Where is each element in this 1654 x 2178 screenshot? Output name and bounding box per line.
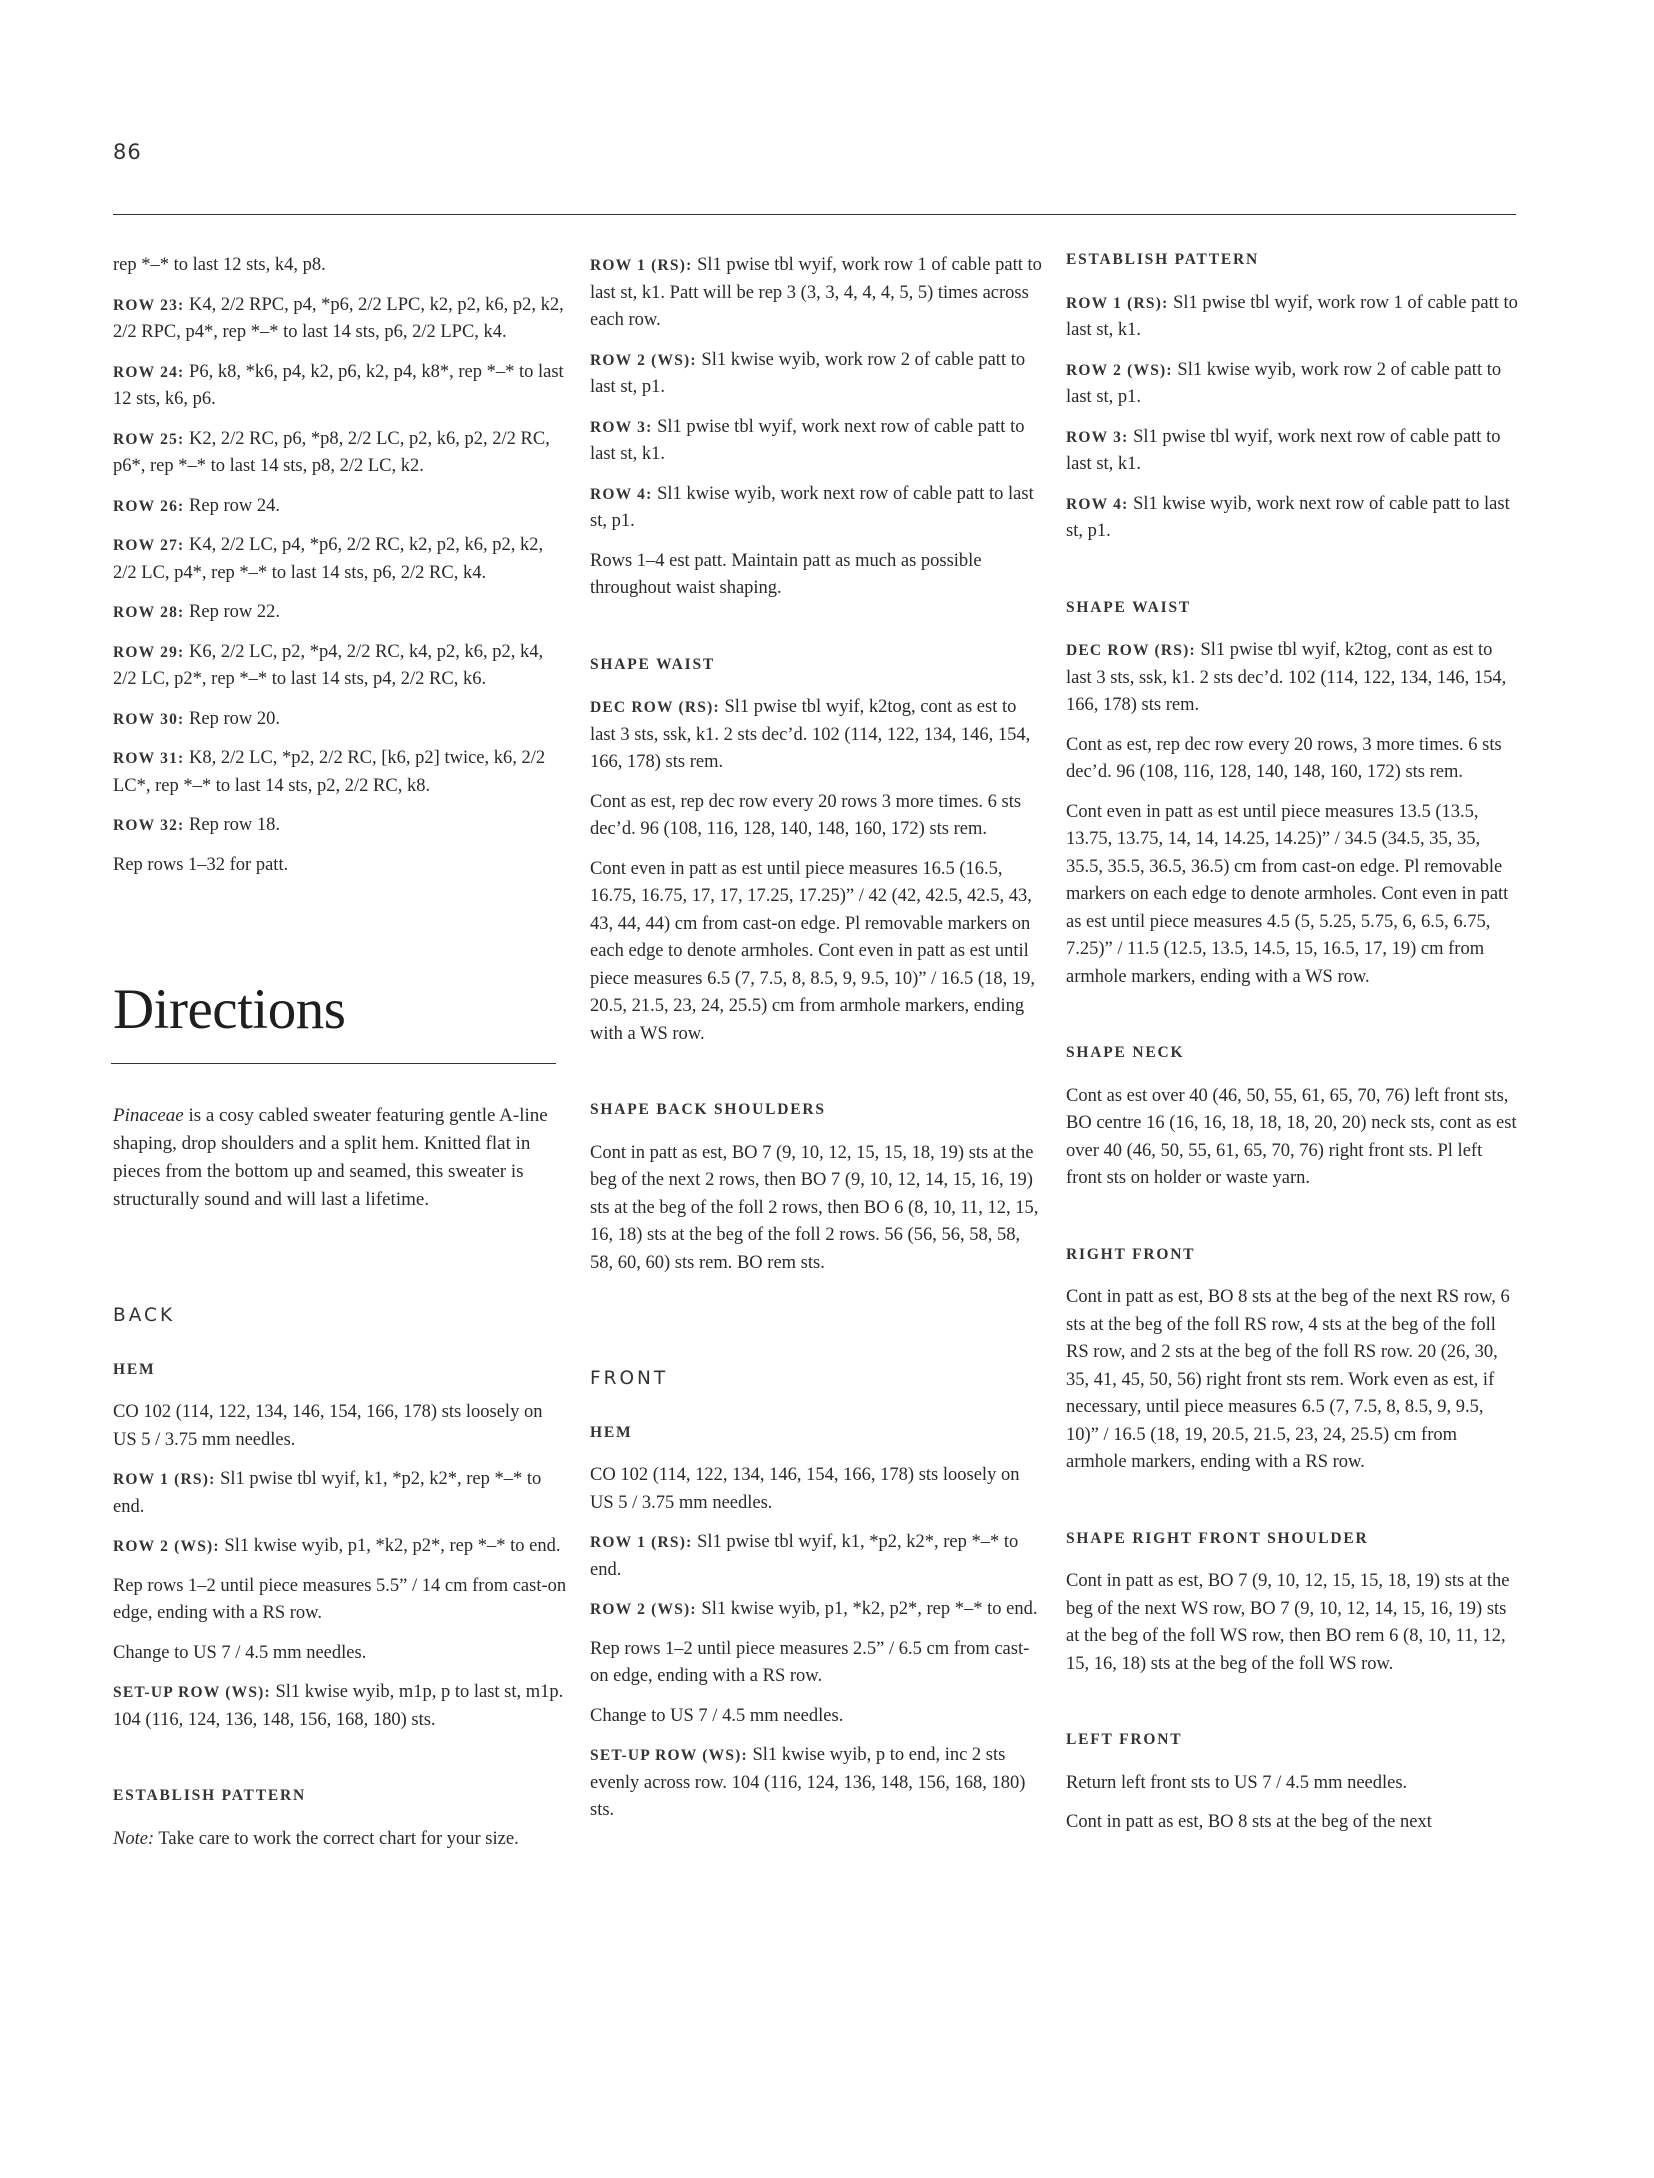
row-text: K2, 2/2 RC, p6, *p8, 2/2 LC, p2, k6, p2, 2/2 RC, p6*, rep *–* to last 14 sts, p8, 2/2 LC, k2. [113,428,550,476]
row-text: Sl1 pwise tbl wyif, work row 1 of cable patt to last st, k1. Patt will be rep 3 (3, 3, 4, 4, 4, 5, 5) times across each row. [590,255,1042,330]
paragraph: CO 102 (114, 122, 134, 146, 154, 166, 178) sts loosely on US 5 / 3.75 mm needles. [590,1465,1020,1513]
row-text: Rep row 18. [189,815,280,835]
note [113,1826,568,1854]
row-2 [1066,357,1518,412]
row-1 [113,1466,568,1521]
column-3 [1066,246,1518,1849]
row-text: Sl1 kwise wyib, work next row of cable patt to last st, p1. [590,483,1034,531]
top-rule [113,214,1516,215]
row-27 [113,532,568,587]
column-1 [113,252,568,1865]
shape-waist-heading: SHAPE WAIST [1066,598,1192,616]
row-label: SET-UP ROW (WS): [590,1747,748,1764]
row-label: ROW 2 (WS): [1066,361,1173,379]
row-24 [113,359,568,414]
paragraph: Cont in patt as est, BO 8 sts at the beg of the next [1066,1812,1432,1832]
row-label: ROW 31: [113,750,185,767]
row-23 [113,292,568,347]
row-2 [590,347,1045,402]
row-text: Sl1 pwise tbl wyif, work next row of cable patt to last st, k1. [590,416,1025,464]
row-4 [590,481,1045,536]
column-2 [590,252,1045,1837]
row-text: Sl1 pwise tbl wyif, work row 1 of cable patt to last st, k1. [1066,292,1518,340]
row-text: Sl1 kwise wyib, m1p, p to last st, m1p. 104 (116, 124, 136, 148, 156, 168, 180) sts. [113,1682,564,1730]
row-text: K8, 2/2 LC, *p2, 2/2 RC, [k6, p2] twice, k6, 2/2 LC*, rep *–* to last 14 sts, p2, 2/2 RC, k8. [113,748,546,796]
intro-paragraph [113,1102,568,1214]
row-label: SET-UP ROW (WS): [113,1684,271,1701]
row-label: ROW 3: [1066,428,1129,446]
hem-heading: HEM [113,1360,156,1378]
row-label: ROW 1 (RS): [590,1534,693,1551]
paragraph: Rep rows 1–2 until piece measures 2.5” / 6.5 cm from cast-on edge, ending with a RS row. [590,1638,1030,1686]
page-number: 86 [113,140,142,164]
row-label: ROW 4: [590,485,653,503]
row-text: Sl1 kwise wyib, p to end, inc 2 sts evenly across row. 104 (116, 124, 136, 148, 156, 168, 180) sts. [590,1745,1026,1820]
paragraph: Cont as est, rep dec row every 20 rows, 3 more times. 6 sts dec’d. 96 (108, 116, 128, 140, 148, 160, 172) sts rem. [1066,734,1502,782]
paragraph: Cont even in patt as est until piece measures 16.5 (16.5, 16.75, 16.75, 17, 17, 17.25, 17.25)” / 42 (42, 42.5, 42.5, 43, 43, 44, 44) cm from cast-on edge. Pl removable markers on each edge to denote armholes. Cont even in patt as est until piece measures 6.5 (7, 7.5, 8, 8.5, 9, 9.5, 10)” / 16.5 (18, 19, 20.5, 21.5, 23, 24, 25.5) cm from armhole markers, ending with a WS row. [590,858,1035,1044]
shape-waist-heading: SHAPE WAIST [590,655,716,673]
paragraph: Cont in patt as est, BO 7 (9, 10, 12, 15, 15, 18, 19) sts at the beg of the next WS row, BO 7 (9, 10, 12, 14, 15, 16, 19) sts at the beg of the foll WS row, then BO rem 6 (8, 10, 11, 12, 15, 16, 18) sts at the beg of the foll WS row. [1066,1571,1510,1674]
row-text: Sl1 pwise tbl wyif, k2tog, cont as est to last 3 sts, ssk, k1. 2 sts dec’d. 102 (114, 122, 134, 146, 154, 166, 178) sts rem. [1066,640,1507,715]
row-text: Sl1 kwise wyib, work row 2 of cable patt to last st, p1. [1066,359,1502,407]
row-text: K4, 2/2 RPC, p4, *p6, 2/2 LPC, k2, p2, k6, p2, k2, 2/2 RPC, p4*, rep *–* to last 14 sts, p6, 2/2 LPC, k4. [113,294,564,342]
paragraph: CO 102 (114, 122, 134, 146, 154, 166, 178) sts loosely on US 5 / 3.75 mm needles. [113,1402,543,1450]
shape-back-shoulders-heading: SHAPE BACK SHOULDERS [590,1101,826,1118]
row-25 [113,426,568,481]
row-text: P6, k8, *k6, p4, k2, p6, k2, p4, k8*, rep *–* to last 12 sts, k6, p6. [113,361,564,409]
row-29 [113,639,568,694]
row-text: K4, 2/2 LC, p4, *p6, 2/2 RC, k2, p2, k6, p2, k2, 2/2 LC, p4*, rep *–* to last 14 sts, p6, 2/2 RC, k4. [113,535,544,583]
row-text: Sl1 pwise tbl wyif, k1, *p2, k2*, rep *–* to end. [590,1532,1019,1580]
paragraph: Cont as est over 40 (46, 50, 55, 61, 65, 70, 76) left front sts, BO centre 16 (16, 16, 18, 18, 18, 20, 20) neck sts, cont as est over 40 (46, 50, 55, 61, 65, 70, 76) right front sts. Pl left front sts on holder or waste yarn. [1066,1085,1517,1188]
section-back-heading: BACK [113,1305,176,1326]
row-label: ROW 29: [113,643,185,661]
row-text: K6, 2/2 LC, p2, *p4, 2/2 RC, k4, p2, k6, p2, k4, 2/2 LC, p2*, rep *–* to last 14 sts, p4, 2/2 RC, k6. [113,641,544,689]
setup-row [113,1679,568,1734]
paragraph: Rep rows 1–2 until piece measures 5.5” / 14 cm from cast-on edge, ending with a RS row. [113,1575,567,1623]
row-1 [1066,290,1518,345]
row-2 [113,1533,568,1561]
row-label: ROW 3: [590,418,653,436]
row-3 [590,414,1045,469]
row-label: ROW 26: [113,497,185,515]
establish-pattern-heading: ESTABLISH PATTERN [1066,251,1259,268]
row-label: ROW 32: [113,817,185,834]
section-front-heading: FRONT [590,1368,669,1389]
row-26 [113,493,568,521]
row-label: ROW 1 (RS): [590,257,693,274]
hem-heading: HEM [590,1423,633,1441]
row-2 [590,1596,1045,1624]
paragraph: Change to US 7 / 4.5 mm needles. [590,1705,844,1726]
dec-row [590,694,1045,777]
paragraph: Change to US 7 / 4.5 mm needles. [113,1642,367,1663]
row-text: Sl1 kwise wyib, p1, *k2, p2*, rep *–* to end. [701,1599,1038,1619]
left-front-heading: LEFT FRONT [1066,1731,1183,1748]
paragraph: Cont even in patt as est until piece measures 13.5 (13.5, 13.75, 13.75, 14, 14, 14.25, 14.25)” / 34.5 (34.5, 35, 35, 35.5, 35.5, 36.5, 36.5) cm from cast-on edge. Pl removable markers on each edge to denote armholes. Cont even in patt as est until piece measures 4.5 (5, 5.25, 5.75, 6, 6.5, 6.75, 7.25)” / 11.5 (12.5, 13.5, 14.5, 15, 16.5, 17, 19) cm from armhole markers, ending with a WS row. [1066,801,1509,987]
paragraph: Rep rows 1–32 for patt. [113,854,289,875]
row-30 [113,706,568,734]
row-1 [590,252,1045,335]
row-text: Sl1 pwise tbl wyif, k1, *p2, k2*, rep *–* to end. [113,1469,542,1517]
paragraph: Return left front sts to US 7 / 4.5 mm needles. [1066,1772,1408,1793]
row-label: DEC ROW (RS): [1066,642,1196,659]
row-1 [590,1529,1045,1584]
paragraph: Rows 1–4 est patt. Maintain patt as much as possible throughout waist shaping. [590,550,982,598]
row-label: DEC ROW (RS): [590,699,720,716]
row-text: Sl1 kwise wyib, work row 2 of cable patt to last st, p1. [590,349,1026,397]
intro-text: is a cosy cabled sweater featuring gentle A-line shaping, drop shoulders and a split hem. Knitted flat in pieces from the bottom up and seamed, this sweater is structurally sound and will last a lifetime. [113,1105,548,1210]
row-label: ROW 23: [113,296,185,314]
row-label: ROW 27: [113,537,185,554]
paragraph: Cont in patt as est, BO 7 (9, 10, 12, 15, 15, 18, 19) sts at the beg of the next 2 rows, then BO 7 (9, 10, 12, 14, 15, 16, 19) sts at the beg of the foll 2 rows, then BO 6 (8, 10, 11, 12, 15, 16, 18) sts at the beg of the foll 2 rows. 56 (56, 56, 58, 58, 58, 60, 60) sts rem. BO rem sts. [590,1142,1039,1273]
row-4 [1066,491,1518,546]
row-label: ROW 25: [113,430,185,448]
row-text: Rep row 24. [189,495,280,516]
setup-row [590,1742,1045,1825]
row-label: ROW 24: [113,363,185,381]
row-text: Rep row 22. [189,602,280,622]
row-28 [113,599,568,627]
paragraph: rep *–* to last 12 sts, k4, p8. [113,255,326,275]
row-3 [1066,424,1518,479]
row-text: Sl1 kwise wyib, work next row of cable patt to last st, p1. [1066,493,1510,541]
establish-pattern-heading: ESTABLISH PATTERN [113,1787,306,1804]
row-text: Sl1 pwise tbl wyif, work next row of cable patt to last st, k1. [1066,426,1501,474]
row-label: ROW 2 (WS): [113,1538,220,1555]
row-label: ROW 1 (RS): [1066,294,1169,312]
note-label: Note: [113,1828,155,1849]
shape-neck-heading: SHAPE NECK [1066,1044,1185,1061]
dec-row [1066,637,1518,720]
pattern-name: Pinaceae [113,1105,184,1126]
shape-right-front-shoulder-heading: SHAPE RIGHT FRONT SHOULDER [1066,1529,1369,1547]
row-label: ROW 28: [113,604,185,621]
row-label: ROW 2 (WS): [590,351,697,369]
directions-title: Directions [113,978,346,1041]
row-text: Sl1 pwise tbl wyif, k2tog, cont as est to last 3 sts, ssk, k1. 2 sts dec’d. 102 (114, 122, 134, 146, 154, 166, 178) sts rem. [590,697,1031,772]
paragraph: Cont as est, rep dec row every 20 rows 3 more times. 6 sts dec’d. 96 (108, 116, 128, 140, 148, 160, 172) sts rem. [590,791,1022,839]
row-31 [113,745,568,800]
row-label: ROW 4: [1066,495,1129,513]
directions-rule [111,1063,556,1064]
right-front-heading: RIGHT FRONT [1066,1245,1196,1263]
row-label: ROW 2 (WS): [590,1601,697,1618]
note-text: Take care to work the correct chart for your size. [154,1828,519,1849]
row-32 [113,812,568,840]
row-label: ROW 30: [113,710,185,728]
row-text: Rep row 20. [189,708,280,729]
paragraph: Cont in patt as est, BO 8 sts at the beg of the next RS row, 6 sts at the beg of the foll RS row, 4 sts at the beg of the foll RS row, and 2 sts at the beg of the foll RS row. 20 (26, 30, 35, 41, 45, 50, 56) right front sts rem. Work even as est, if necessary, until piece measures 6.5 (7, 7.5, 8, 8.5, 9, 9.5, 10)” / 16.5 (18, 19, 20.5, 21.5, 23, 24, 25.5) cm from armhole markers, ending with a RS row. [1066,1287,1510,1472]
row-text: Sl1 kwise wyib, p1, *k2, p2*, rep *–* to end. [224,1536,561,1556]
row-label: ROW 1 (RS): [113,1471,216,1488]
